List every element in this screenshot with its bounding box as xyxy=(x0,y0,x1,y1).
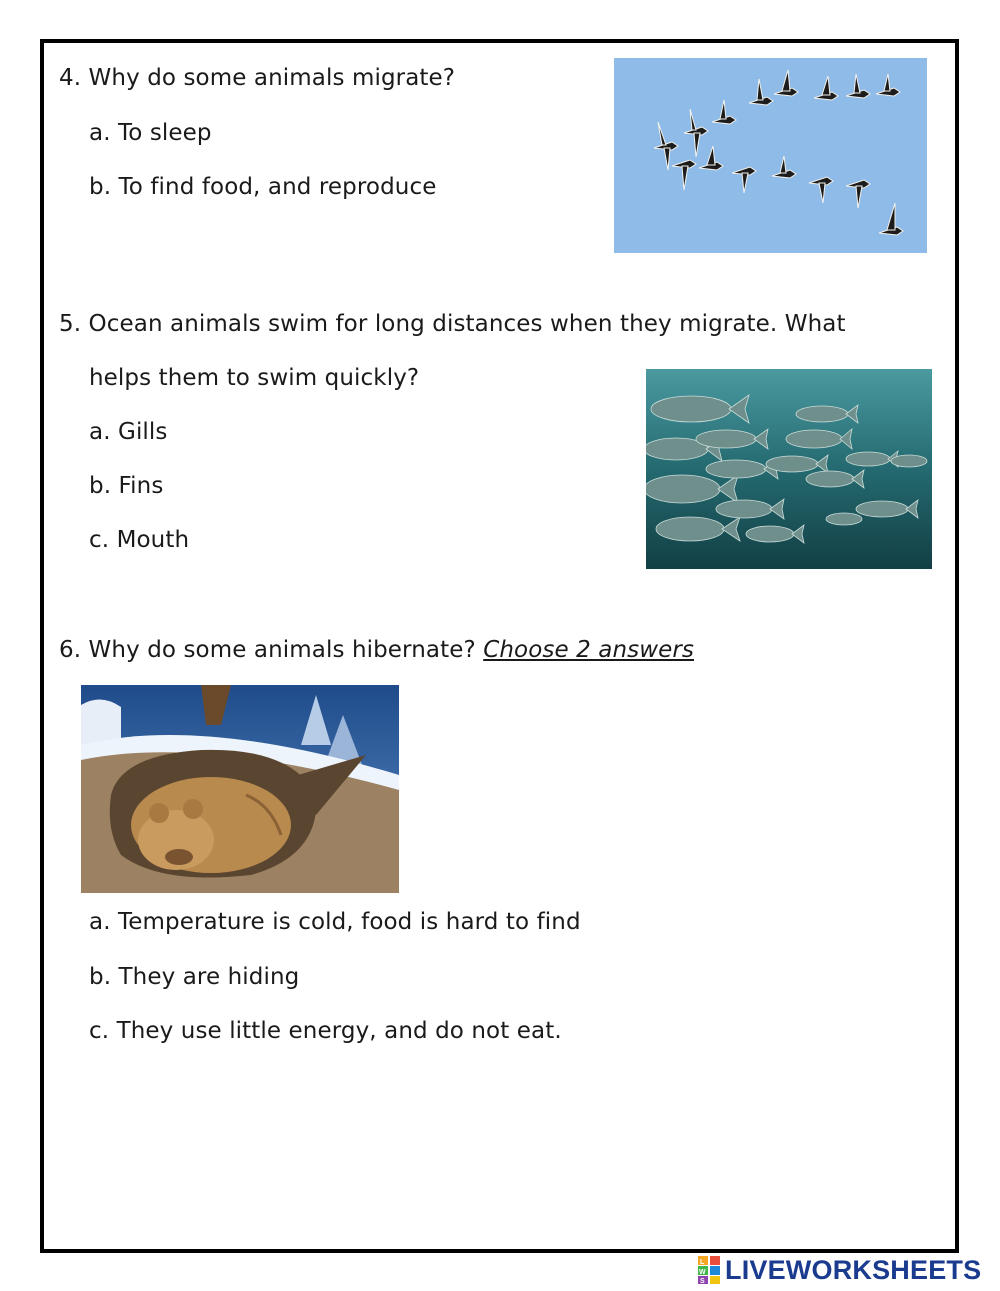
question-5-prompt-line-2: helps them to swim quickly? xyxy=(89,365,420,391)
question-6-prompt xyxy=(59,636,694,664)
question-6-instruction: Choose 2 answers xyxy=(483,637,695,663)
question-6-prompt-text: 6. Why do some animals hibernate? xyxy=(59,637,476,663)
geese-image xyxy=(614,58,927,253)
logo-cube-letter: S xyxy=(700,1278,705,1284)
question-4-option-a[interactable]: a. To sleep xyxy=(89,120,212,146)
logo-cube-letter: L xyxy=(700,1259,705,1266)
question-4-prompt: 4. Why do some animals migrate? xyxy=(59,65,456,91)
question-5-option-a[interactable]: a. Gills xyxy=(89,419,168,445)
question-4-option-b[interactable]: b. To find food, and reproduce xyxy=(89,174,437,200)
liveworksheets-cubes-icon xyxy=(697,1256,723,1284)
question-5-option-c[interactable]: c. Mouth xyxy=(89,527,190,553)
bear-den-image xyxy=(81,685,399,893)
question-5-prompt-line-1: 5. Ocean animals swim for long distances when they migrate. What xyxy=(59,311,846,337)
fish-image xyxy=(646,369,932,569)
question-6-option-c[interactable]: c. They use little energy, and do not eat. xyxy=(89,1018,562,1044)
question-6-option-a[interactable]: a. Temperature is cold, food is hard to find xyxy=(89,909,581,935)
logo-cube-letter: W xyxy=(699,1269,706,1276)
liveworksheets-logo[interactable] xyxy=(697,1254,981,1286)
question-5-option-b[interactable]: b. Fins xyxy=(89,473,164,499)
logo-text: LIVEWORKSHEETS xyxy=(725,1254,982,1285)
question-6-option-b[interactable]: b. They are hiding xyxy=(89,964,300,990)
